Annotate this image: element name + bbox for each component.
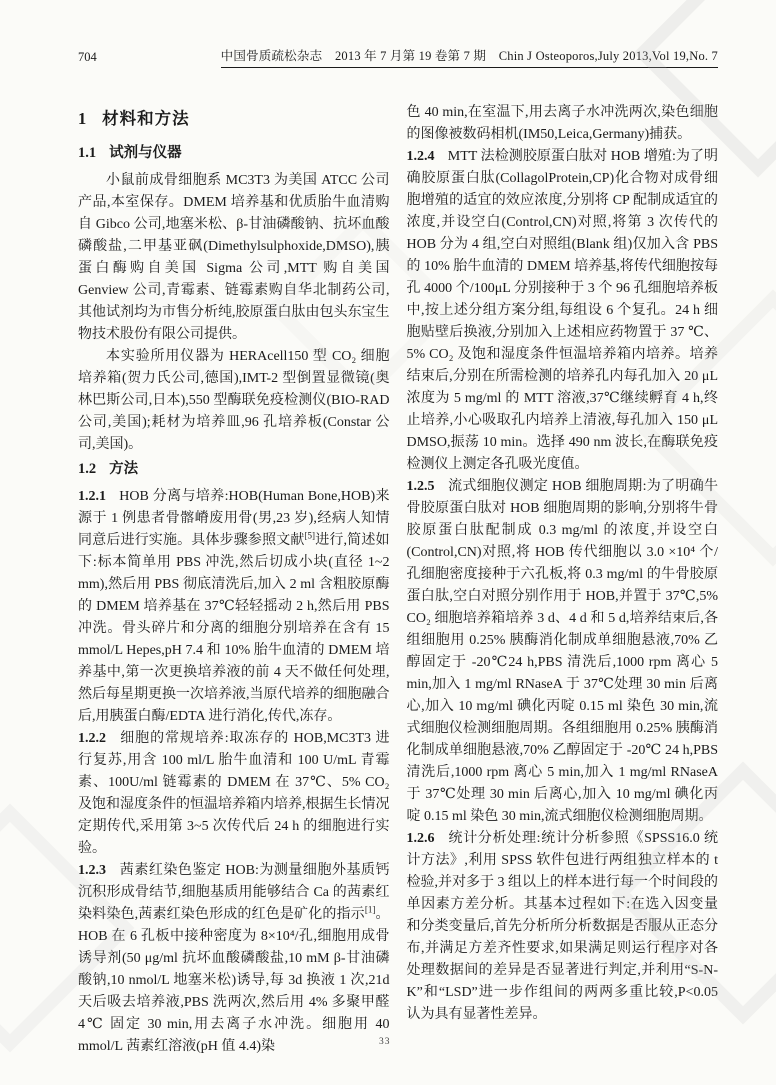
paragraph-number: 1.2.4: [406, 149, 435, 164]
left-column: [78, 102, 390, 1058]
footer-page-number: 33: [379, 1037, 391, 1047]
paragraph-text: 统计分析处理:统计分析参照《SPSS16.0 统计方法》,利用 SPSS 软件包进行两组独立样本的 t 检验,并对多于 3 组以上的样本进行每一个时间段的单因素方差分析。其基本过程如下:在选入因变量和分类变量后,首先分析所分析数据是否服从正态分布,并满足方差齐性要求,如果满足则运行程序对各处理数据间的差异是否显著进行判定,并利用“S-N-K”和“LSD”进一步作组间的两两多重比较,P<0.05 认为具有显著性差异。: [406, 831, 718, 1022]
paragraph-number: 1.2.1: [78, 489, 106, 504]
section-heading-materials-methods: [78, 108, 390, 130]
paragraph-text: 流式细胞仪测定 HOB 细胞周期:为了明确牛骨胶原蛋白肽对 HOB 细胞周期的影响,分别将牛骨胶原蛋白肽配制成 0.3 mg/ml 的浓度,并设空白(Control,CN)对照,将 HOB 传代细胞以 3.0 ×10⁴ 个/孔细胞密度接种于六孔板,将 0.3 mg/ml 的牛骨胶原蛋白肽,空白对照分别作用于 HOB,并置于 37℃,5% CO₂ 细胞培养箱培养 3 d、4 d 和 5 d,培养结束后,各组细胞用 0.25% 胰酶消化制成单细胞悬液,70% 乙醇固定于 -20℃24 h,PBS 清洗后,1000 rpm 离心 5 min,加入 1 mg/ml RNaseA 于 37℃处理 30 min 后离心,加入 10 mg/ml 碘化丙啶 0.15 ml 染色 30 min,流式细胞仪检测细胞周期。各组细胞用 0.25% 胰酶消化制成单细胞悬液,70% 乙醇固定于 -20℃ 24 h,PBS 清洗后,1000 rpm 离心 5 min,加入 1 mg/ml RNaseA 于 37℃处理 30 min 后离心,加入 10 mg/ml 碘化丙啶 0.15 ml 染色 30 min,流式细胞仪检测细胞周期。: [406, 479, 718, 824]
paragraph-text: 。HOB 在 6 孔板中接种密度为 8×10⁴/孔,细胞用成骨诱导剂(50 μg/ml 抗坏血酸磷酸盐,10 mM β-甘油磷酸钠,10 nmol/L 地塞米松)诱导,每 3d 换液 1 次,21d 天后吸去培养液,PBS 洗两次,然后用 4% 多聚甲醛 4℃ 固定 30 min,用去离子水冲洗。细胞用 40 mmol/L 茜素红溶液(pH 值 4.4)染: [78, 907, 390, 1054]
paragraph-1-2-1: [78, 486, 390, 728]
paragraph-instruments: 本实验所用仪器为 HERAcell150 型 CO₂ 细胞培养箱(贺力氏公司,德国),IMT-2 型倒置显微镜(奥林巴斯公司,日本),550 型酶联免疫检测仪(BIO-RAD 公司,美国);耗材为培养皿,96 孔培养板(Constar 公司,美国)。: [78, 349, 390, 452]
right-column: [407, 102, 719, 1058]
page-header: [78, 46, 718, 68]
paragraph-1-2-3: [78, 860, 390, 1058]
paragraph-1-2-6: [407, 828, 719, 1026]
paragraph-1-2-3-continued: 色 40 min,在室温下,用去离子水冲洗两次,染色细胞的图像被数码相机(IM50,Leica,Germany)捕获。: [406, 105, 718, 142]
section-title: 材料和方法: [102, 109, 190, 128]
paragraph-reagents-1: 小鼠前成骨细胞系 MC3T3 为美国 ATCC 公司产品,本室保存。DMEM 培养基和优质胎牛血清购自 Gibco 公司,地塞米松、β-甘油磷酸钠、抗坏血酸磷酸盐,二甲基亚砜(Dimethylsulphoxide,DMSO),胰蛋白酶购自美国 Sigma 公司,MTT 购自美国 Genview 公司,青霉素、链霉素购自华北制药公司,其他试剂均为市售分析纯,胶原蛋白肽由包头东宝生物技术股份有限公司提供。: [78, 173, 390, 342]
paragraph-text: MTT 法检测胶原蛋白肽对 HOB 增殖:为了明确胶原蛋白肽(CollagolProtein,CP)化合物对成骨细胞增殖的适宜的效应浓度,分别将 CP 配制成适宜的浓度,并设空白(Control,CN)对照,将第 3 次传代的 HOB 分为 4 组,空白对照组(Blank 组)仅加入含 PBS 的 10% 胎牛血清的 DMEM 培养基,将传代细胞按每孔 4000 个/100μL 分别接种于 3 个 96 孔细胞培养板中,按上述分组方案分组,每组设 6 个复孔。24 h 细胞贴壁后换液,分别加入上述相应药物置于 37 ℃、5% CO₂ 及饱和湿度条件恒温培养箱内培养。培养结束后,分别在所需检测的培养孔内每孔加入 20 μL 浓度为 5 mg/ml 的 MTT 溶液,37℃继续孵育 4 h,终止培养,小心吸取孔内培养上清液,每孔加入 150 μL DMSO,振荡 10 min。选择 490 nm 波长,在酶联免疫检测仪上测定各孔吸光度值。: [406, 149, 718, 472]
paragraph-number: 1.2.5: [406, 479, 435, 494]
paragraph-text: 进行,简述如下:标本简单用 PBS 冲洗,然后切成小块(直径 1~2 mm),然后用 PBS 彻底清洗后,加入 2 ml 含粗胶原酶的 DMEM 培养基在 37℃轻轻摇动 2 h,然后用 PBS 冲洗。骨头碎片和分离的细胞分别培养在含有 15 mmol/L Hepes,pH 7.4 和 10% 胎牛血清的 DMEM 培养基中,第一次更换培养液的前 4 天不做任何处理,然后每星期更换一次培养液,当原代培养的细胞融合后,用胰蛋白酶/EDTA 进行消化,传代,冻存。: [78, 533, 390, 724]
subsection-heading-methods: [78, 458, 390, 480]
subsection-title: 试剂与仪器: [109, 145, 182, 161]
citation-ref-1: [1]: [364, 904, 376, 915]
paragraph-text: 茜素红染色鉴定 HOB:为测量细胞外基质钙沉积形成骨结节,细胞基质用能够结合 Ca 的茜素红染料染色,茜素红染色形成的红色是矿化的指示: [78, 863, 390, 922]
citation-ref-5: [5]: [304, 530, 316, 541]
paragraph-number: 1.2.6: [406, 831, 435, 846]
paragraph-number: 1.2.2: [78, 731, 106, 746]
paragraph-1-2-4: [407, 146, 719, 476]
subsection-heading-reagents: [78, 142, 390, 164]
paragraph-1-2-2: [78, 728, 390, 860]
journal-title-line: 中国骨质疏松杂志 2013 年 7 月第 19 卷第 7 期 Chin J Osteoporos,July 2013,Vol 19,No. 7: [221, 46, 718, 68]
page-number: 704: [78, 50, 97, 64]
article-body: [78, 102, 718, 1058]
subsection-title: 方法: [109, 461, 139, 477]
section-number: 1: [78, 109, 88, 128]
paragraph-number: 1.2.3: [78, 863, 106, 878]
paragraph-1-2-5: [407, 476, 719, 828]
subsection-number: 1.1: [78, 145, 97, 161]
paragraph-text: HOB 分离与培养:HOB(Human Bone,HOB)来源于 1 例患者骨髂嵴废用骨(男,23 岁),经病人知情同意后进行实施。具体步骤参照文献: [78, 489, 390, 548]
subsection-number: 1.2: [78, 461, 97, 477]
paragraph-text: 细胞的常规培养:取冻存的 HOB,MC3T3 进行复苏,用含 100 ml/L 胎牛血清和 100 U/mL 青霉素、100U/ml 链霉素的 DMEM 在 37℃、5% CO₂ 及饱和湿度条件的恒温培养箱内培养,根据生长情况定期传代,采用第 3~5 次传代后 24 h 的细胞进行实验。: [78, 731, 390, 856]
